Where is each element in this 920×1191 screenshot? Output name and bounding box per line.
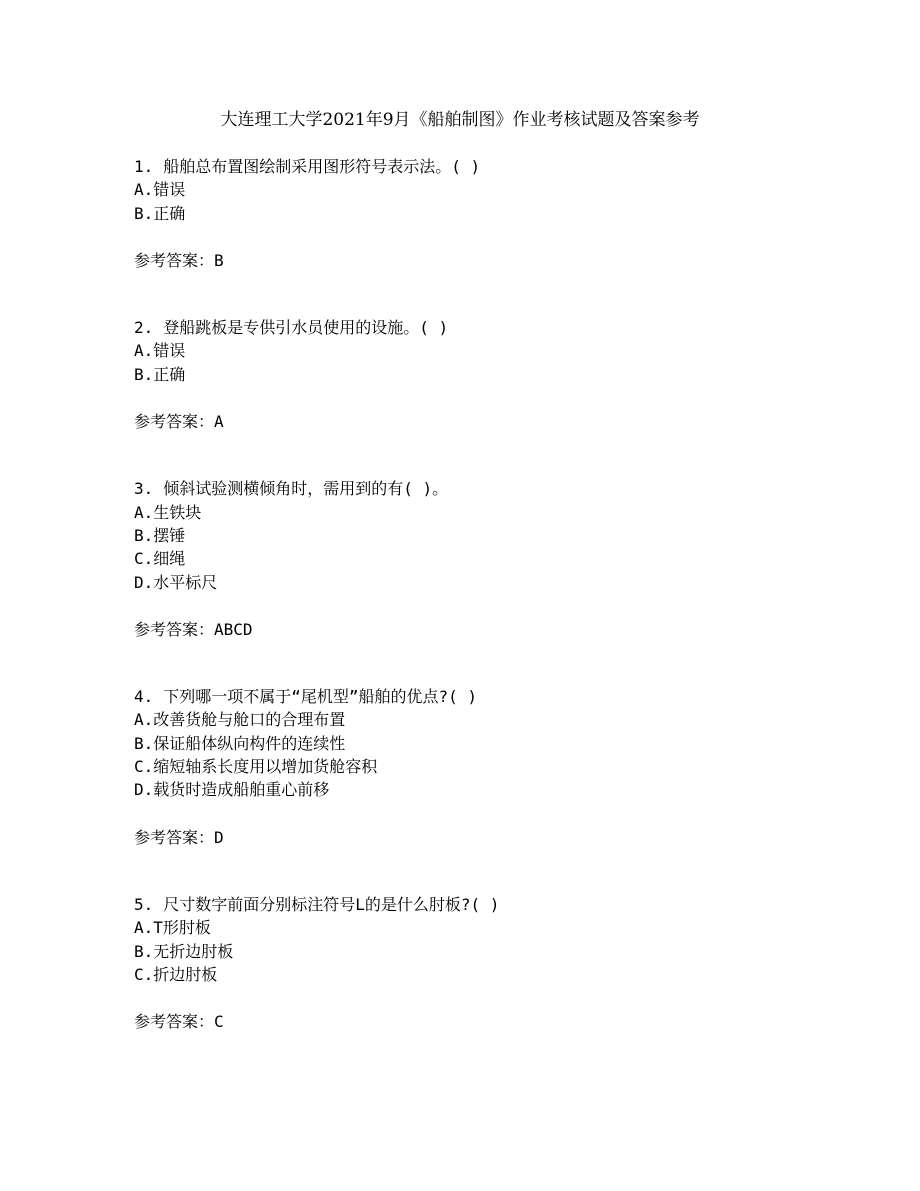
page-title: 大连理工大学2021年9月《船舶制图》作业考核试题及答案参考 <box>220 110 700 130</box>
question-number: 3. <box>134 479 154 499</box>
question-number: 2. <box>134 318 154 338</box>
option-list <box>134 708 834 801</box>
question-gap <box>134 433 834 477</box>
answer-value: B <box>214 250 224 270</box>
question-2 <box>134 316 834 433</box>
question-text <box>134 155 834 178</box>
option-list <box>134 501 834 594</box>
option-list <box>134 178 834 225</box>
option-b: B.正确 <box>134 364 186 384</box>
option-a: A.错误 <box>134 341 186 361</box>
question-text <box>134 316 834 339</box>
option-c: C.细绳 <box>134 549 186 569</box>
option-c: C.缩短轴系长度用以增加货舱容积 <box>134 757 378 777</box>
option-b: B.正确 <box>134 203 186 223</box>
question-stem: 尺寸数字前面分别标注符号L的是什么肘板?( ) <box>163 894 500 914</box>
answer-label: 参考答案： <box>134 250 215 270</box>
answer-label: 参考答案： <box>134 827 215 847</box>
option-a: A.改善货舱与舱口的合理布置 <box>134 710 346 730</box>
option-b: B.保证船体纵向构件的连续性 <box>134 733 346 753</box>
question-gap <box>134 641 834 685</box>
question-3 <box>134 477 834 641</box>
question-list <box>134 155 834 1033</box>
answer-label: 参考答案： <box>134 412 215 432</box>
answer-line <box>134 826 834 849</box>
answer-value: C <box>214 1012 224 1032</box>
option-d: D.载货时造成船舶重心前移 <box>134 780 330 800</box>
question-number: 5. <box>134 894 154 914</box>
answer-value: D <box>214 827 224 847</box>
question-text <box>134 893 834 916</box>
answer-line <box>134 410 834 433</box>
answer-line <box>134 249 834 272</box>
option-d: D.水平标尺 <box>134 572 218 592</box>
answer-label: 参考答案： <box>134 619 215 639</box>
question-gap <box>134 849 834 893</box>
answer-value: A <box>214 412 224 432</box>
question-gap <box>134 272 834 316</box>
answer-line <box>134 1010 834 1033</box>
answer-label: 参考答案： <box>134 1012 215 1032</box>
question-stem: 下列哪一项不属于“尾机型”船舶的优点?( ) <box>163 687 478 707</box>
question-1 <box>134 155 834 272</box>
question-stem: 倾斜试验测横倾角时，需用到的有( )。 <box>163 479 449 499</box>
option-c: C.折边肘板 <box>134 964 218 984</box>
question-text <box>134 685 834 708</box>
answer-line <box>134 618 834 641</box>
question-number: 1. <box>134 157 154 176</box>
question-4 <box>134 685 834 849</box>
option-list <box>134 916 834 986</box>
option-a: A.T形肘板 <box>134 918 211 938</box>
question-5 <box>134 893 834 1033</box>
option-list <box>134 339 834 386</box>
option-b: B.摆锤 <box>134 525 186 545</box>
answer-value: ABCD <box>214 619 253 639</box>
question-text <box>134 477 834 500</box>
option-a: A.生铁块 <box>134 502 202 522</box>
option-a: A.错误 <box>134 180 186 200</box>
question-number: 4. <box>134 687 154 707</box>
option-b: B.无折边肘板 <box>134 941 234 961</box>
question-stem: 登船跳板是专供引水员使用的设施。( ) <box>163 318 449 338</box>
question-stem: 船舶总布置图绘制采用图形符号表示法。( ) <box>163 157 481 176</box>
